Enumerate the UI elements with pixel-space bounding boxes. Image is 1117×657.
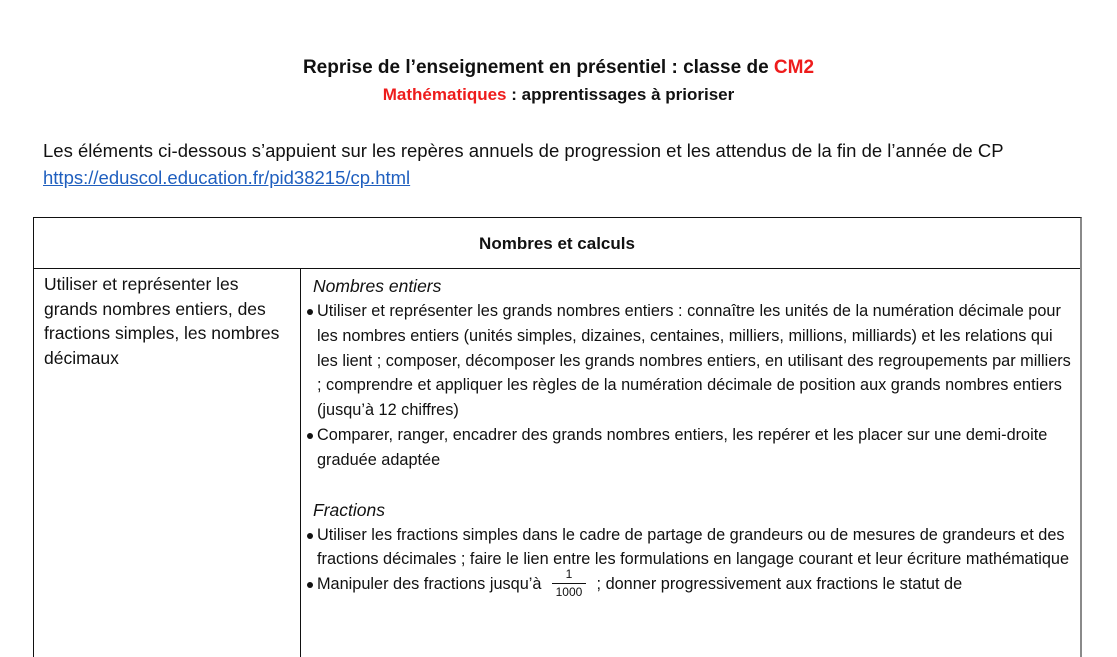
fraction-numerator: 1 <box>565 567 573 582</box>
intro-text: Les éléments ci-dessous s’appuient sur les repères annuels de progression et les attendus de la fin de l’année de CP <box>43 140 1004 161</box>
section-title-fractions: Fractions <box>313 499 385 520</box>
subtitle-rest: : apprentissages à prioriser <box>506 85 735 104</box>
column-divider <box>300 269 301 657</box>
document-title <box>0 55 1117 81</box>
list-item-text: Utiliser et représenter les grands nombres entiers : connaître les unités de la numération décimale pour les nombres entiers (unités simples, dizaines, centaines, milliers, millions, milliards) et les relations qui les lient ; composer, décomposer les grands nombres entiers, en utilisant des regroupements par milliers ; comprendre et appliquer les règles de la numération décimale de position aux grands nombres entiers (jusqu’à 12 chiffres) <box>317 302 1071 420</box>
fraction-denominator: 1000 <box>555 585 583 600</box>
bullet-icon <box>307 582 313 588</box>
eduscol-link[interactable]: https://eduscol.education.fr/pid38215/cp.html <box>43 167 411 188</box>
section-title-nombres-entiers: Nombres entiers <box>313 276 442 296</box>
title-prefix: Reprise de l’enseignement en présentiel : classe de <box>302 57 774 78</box>
list-item <box>304 299 1074 423</box>
list-item <box>304 523 1074 573</box>
subtitle-subject: Mathématiques <box>382 85 507 104</box>
list-item-text-after: ; donner progressivement aux fractions le statut de <box>596 575 963 594</box>
list-item-text-before: Manipuler des fractions jusqu’à <box>317 575 542 594</box>
list-item-text: Comparer, ranger, encadrer des grands nombres entiers, les repérer et les placer sur une demi-droite graduée adaptée <box>317 425 1048 469</box>
list-item <box>304 423 1074 473</box>
document-subtitle <box>0 83 1117 107</box>
list-item <box>304 567 1074 600</box>
fraction <box>552 567 586 600</box>
bullet-icon <box>307 433 313 439</box>
spacer <box>304 473 1074 497</box>
details-cell <box>304 273 1074 600</box>
bullet-icon <box>307 533 313 539</box>
fraction-bar <box>552 583 586 584</box>
competence-cell: Utiliser et représenter les grands nombres entiers, des fractions simples, les nombres décimaux <box>44 274 280 368</box>
table-heading: Nombres et calculs <box>34 218 1080 269</box>
content-table <box>33 217 1082 657</box>
title-class: CM2 <box>773 57 815 78</box>
bullet-icon <box>307 309 313 315</box>
list-item-text: Utiliser les fractions simples dans le cadre de partage de grandeurs ou de mesures de grandeurs et des fractions décimales ; faire le lien entre les formulations en langage courant et leur écriture mathématique <box>317 525 1070 569</box>
